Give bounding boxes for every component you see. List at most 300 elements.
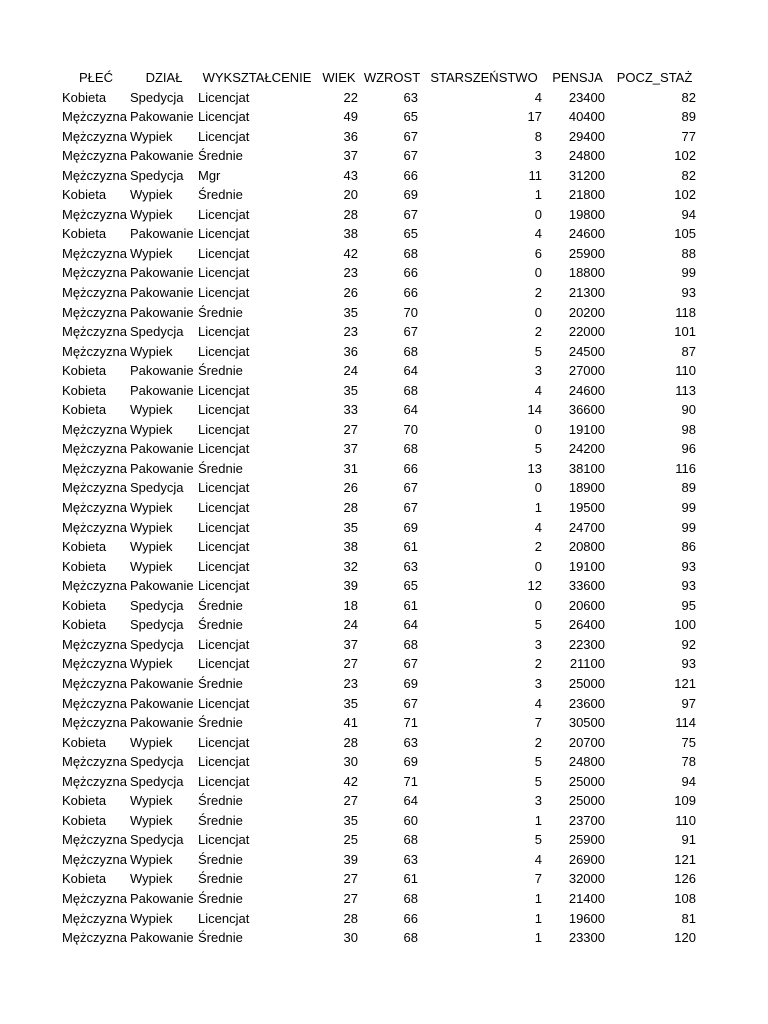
cell-pocz-staz: 99: [681, 265, 696, 281]
cell-plec: Mężczyzna: [62, 519, 128, 535]
cell-pocz-staz: 120: [674, 930, 696, 946]
cell-dzial: Pakowanie: [130, 304, 194, 320]
cell-plec: Mężczyzna: [62, 910, 128, 926]
header-starszenstwo: STARSZEŃSTWO: [430, 70, 538, 85]
cell-plec: Mężczyzna: [62, 636, 128, 652]
table-row: [62, 205, 700, 225]
cell-dzial: Pakowanie: [130, 890, 194, 906]
cell-pensja: 24600: [568, 382, 605, 398]
cell-wzrost: 61: [403, 597, 418, 613]
cell-wiek: 38: [343, 226, 358, 242]
cell-dzial: Wypiek: [130, 910, 173, 926]
table-row: [62, 283, 700, 303]
cell-pensja: 38100: [568, 460, 605, 476]
cell-dzial: Wypiek: [130, 734, 173, 750]
cell-wyksztalcenie: Licencjat: [198, 402, 250, 418]
cell-dzial: Wypiek: [130, 539, 173, 555]
cell-wyksztalcenie: Licencjat: [198, 480, 250, 496]
cell-pocz-staz: 110: [675, 812, 696, 828]
cell-starszenstwo: 11: [528, 167, 542, 183]
cell-wzrost: 64: [403, 793, 418, 809]
cell-wzrost: 67: [403, 656, 418, 672]
cell-wyksztalcenie: Średnie: [198, 793, 243, 809]
cell-plec: Kobieta: [62, 793, 107, 809]
cell-plec: Mężczyzna: [62, 265, 128, 281]
cell-pensja: 25000: [568, 773, 605, 789]
cell-pensja: 24500: [568, 343, 605, 359]
cell-wyksztalcenie: Średnie: [198, 851, 243, 867]
cell-pocz-staz: 75: [681, 734, 696, 750]
cell-pocz-staz: 82: [681, 89, 696, 105]
cell-dzial: Spedycja: [130, 617, 184, 633]
cell-plec: Mężczyzna: [62, 206, 128, 222]
cell-wiek: 27: [343, 890, 358, 906]
cell-wyksztalcenie: Licencjat: [198, 421, 250, 437]
table-row: [62, 674, 700, 694]
cell-wiek: 36: [343, 128, 358, 144]
cell-wiek: 30: [343, 930, 358, 946]
table-row: [62, 400, 700, 420]
cell-pocz-staz: 90: [681, 402, 696, 418]
cell-pensja: 18800: [568, 265, 605, 281]
cell-wyksztalcenie: Licencjat: [198, 695, 250, 711]
cell-wiek: 23: [343, 265, 358, 281]
cell-wiek: 24: [343, 617, 358, 633]
cell-wzrost: 68: [403, 636, 418, 652]
cell-pensja: 30500: [568, 715, 605, 731]
cell-wyksztalcenie: Licencjat: [198, 441, 250, 457]
cell-wzrost: 67: [403, 480, 418, 496]
cell-wyksztalcenie: Licencjat: [198, 382, 250, 398]
cell-pocz-staz: 88: [681, 245, 696, 261]
cell-starszenstwo: 12: [527, 578, 542, 594]
table-row: [62, 928, 700, 948]
cell-starszenstwo: 1: [534, 187, 542, 203]
table-row: [62, 654, 700, 674]
cell-wiek: 43: [343, 167, 358, 183]
cell-starszenstwo: 5: [534, 773, 542, 789]
cell-plec: Mężczyzna: [62, 460, 128, 476]
cell-wyksztalcenie: Licencjat: [198, 343, 250, 359]
cell-dzial: Spedycja: [130, 167, 184, 183]
cell-dzial: Pakowanie: [130, 695, 194, 711]
cell-starszenstwo: 1: [534, 930, 542, 946]
table-row: [62, 244, 700, 264]
cell-pensja: 19500: [568, 500, 605, 516]
cell-plec: Mężczyzna: [62, 109, 128, 125]
cell-wzrost: 66: [403, 910, 418, 926]
cell-dzial: Pakowanie: [130, 675, 194, 691]
cell-dzial: Pakowanie: [130, 265, 194, 281]
cell-pensja: 24800: [568, 754, 605, 770]
cell-wzrost: 69: [403, 675, 418, 691]
cell-wiek: 26: [343, 480, 358, 496]
table-row: [62, 909, 700, 929]
cell-pocz-staz: 114: [675, 715, 696, 731]
table-row: [62, 498, 700, 518]
cell-starszenstwo: 3: [534, 148, 542, 164]
table-row: [62, 791, 700, 811]
cell-wyksztalcenie: Średnie: [198, 617, 243, 633]
cell-pensja: 23700: [568, 812, 605, 828]
cell-wzrost: 69: [403, 519, 418, 535]
cell-wyksztalcenie: Licencjat: [198, 734, 250, 750]
cell-wzrost: 66: [403, 460, 418, 476]
cell-wiek: 20: [343, 187, 358, 203]
table-row: [62, 88, 700, 108]
cell-plec: Mężczyzna: [62, 343, 128, 359]
cell-wiek: 28: [343, 206, 358, 222]
cell-starszenstwo: 2: [534, 734, 542, 750]
cell-pocz-staz: 99: [681, 500, 696, 516]
cell-starszenstwo: 4: [534, 695, 542, 711]
cell-dzial: Spedycja: [130, 636, 184, 652]
cell-wyksztalcenie: Licencjat: [198, 109, 250, 125]
cell-pensja: 21100: [569, 656, 605, 672]
cell-dzial: Wypiek: [130, 206, 173, 222]
cell-wiek: 42: [343, 773, 358, 789]
cell-pensja: 21400: [568, 890, 605, 906]
cell-wzrost: 64: [403, 617, 418, 633]
cell-plec: Kobieta: [62, 871, 107, 887]
cell-dzial: Wypiek: [130, 812, 173, 828]
cell-pocz-staz: 87: [681, 343, 696, 359]
cell-pensja: 23400: [568, 89, 605, 105]
cell-wiek: 37: [343, 636, 358, 652]
cell-plec: Mężczyzna: [62, 656, 128, 672]
cell-wzrost: 67: [403, 148, 418, 164]
table-row: [62, 303, 700, 323]
table-row: [62, 439, 700, 459]
cell-dzial: Wypiek: [130, 851, 173, 867]
cell-wzrost: 61: [403, 871, 418, 887]
cell-wzrost: 63: [403, 851, 418, 867]
cell-plec: Kobieta: [62, 226, 107, 242]
cell-pocz-staz: 109: [674, 793, 696, 809]
cell-wyksztalcenie: Licencjat: [198, 245, 250, 261]
table-row: [62, 596, 700, 616]
header-pensja: PENSJA: [552, 70, 603, 85]
table-row: [62, 811, 700, 831]
cell-wzrost: 63: [403, 89, 418, 105]
cell-starszenstwo: 0: [534, 265, 542, 281]
employee-table: [62, 68, 700, 948]
cell-starszenstwo: 2: [534, 324, 542, 340]
cell-plec: Mężczyzna: [62, 890, 128, 906]
cell-wzrost: 68: [403, 832, 418, 848]
table-row: [62, 576, 700, 596]
cell-wiek: 27: [343, 793, 358, 809]
cell-pocz-staz: 94: [681, 206, 696, 222]
table-row: [62, 342, 700, 362]
cell-starszenstwo: 6: [534, 245, 542, 261]
cell-wzrost: 68: [403, 245, 418, 261]
cell-wiek: 38: [343, 539, 358, 555]
cell-wzrost: 63: [403, 558, 418, 574]
cell-wiek: 28: [343, 910, 358, 926]
cell-pocz-staz: 95: [681, 597, 696, 613]
cell-wyksztalcenie: Licencjat: [198, 128, 250, 144]
table-row: [62, 127, 700, 147]
cell-wiek: 28: [343, 734, 358, 750]
table-row: [62, 850, 700, 870]
cell-wzrost: 68: [403, 382, 418, 398]
cell-plec: Kobieta: [62, 539, 107, 555]
cell-dzial: Pakowanie: [130, 578, 194, 594]
cell-wzrost: 60: [403, 812, 418, 828]
cell-starszenstwo: 1: [534, 910, 542, 926]
cell-starszenstwo: 4: [534, 519, 542, 535]
cell-wyksztalcenie: Średnie: [198, 675, 243, 691]
cell-pocz-staz: 113: [675, 382, 696, 398]
cell-plec: Mężczyzna: [62, 773, 128, 789]
cell-wyksztalcenie: Licencjat: [198, 324, 250, 340]
cell-pensja: 24800: [568, 148, 605, 164]
table-body: [62, 88, 700, 948]
cell-plec: Mężczyzna: [62, 304, 128, 320]
cell-wzrost: 65: [403, 226, 418, 242]
cell-starszenstwo: 3: [534, 363, 542, 379]
cell-pocz-staz: 81: [681, 910, 696, 926]
cell-pocz-staz: 93: [681, 656, 696, 672]
table-row: [62, 772, 700, 792]
cell-starszenstwo: 0: [534, 558, 542, 574]
cell-dzial: Wypiek: [130, 500, 173, 516]
cell-plec: Kobieta: [62, 89, 107, 105]
cell-wzrost: 68: [403, 930, 418, 946]
cell-starszenstwo: 5: [534, 832, 542, 848]
cell-pocz-staz: 78: [681, 754, 696, 770]
cell-dzial: Pakowanie: [130, 148, 194, 164]
table-row: [62, 185, 700, 205]
cell-wiek: 32: [343, 558, 358, 574]
cell-pensja: 20800: [568, 539, 605, 555]
cell-wiek: 37: [343, 148, 358, 164]
cell-wzrost: 64: [403, 363, 418, 379]
cell-pocz-staz: 121: [674, 851, 696, 867]
cell-dzial: Spedycja: [130, 773, 184, 789]
cell-plec: Mężczyzna: [62, 167, 128, 183]
cell-wzrost: 64: [403, 402, 418, 418]
cell-wyksztalcenie: Licencjat: [198, 539, 250, 555]
header-wzrost: WZROST: [363, 70, 421, 85]
cell-wzrost: 68: [403, 441, 418, 457]
cell-pocz-staz: 108: [674, 890, 696, 906]
cell-dzial: Wypiek: [130, 128, 173, 144]
cell-wiek: 33: [343, 402, 358, 418]
cell-wzrost: 70: [403, 421, 418, 437]
cell-pocz-staz: 93: [681, 578, 696, 594]
cell-wzrost: 67: [403, 128, 418, 144]
cell-pocz-staz: 89: [681, 480, 696, 496]
cell-plec: Mężczyzna: [62, 832, 128, 848]
cell-plec: Kobieta: [62, 558, 107, 574]
cell-starszenstwo: 0: [534, 206, 542, 222]
cell-wiek: 18: [343, 597, 358, 613]
cell-pocz-staz: 101: [674, 324, 696, 340]
cell-wiek: 35: [343, 382, 358, 398]
cell-dzial: Wypiek: [130, 793, 173, 809]
cell-plec: Kobieta: [62, 812, 107, 828]
cell-wyksztalcenie: Licencjat: [198, 285, 250, 301]
cell-pocz-staz: 116: [675, 460, 696, 476]
cell-pensja: 22300: [568, 636, 605, 652]
cell-plec: Kobieta: [62, 402, 107, 418]
cell-wiek: 35: [343, 695, 358, 711]
cell-wiek: 35: [343, 812, 358, 828]
cell-plec: Kobieta: [62, 597, 107, 613]
cell-wyksztalcenie: Licencjat: [198, 519, 250, 535]
cell-pensja: 29400: [568, 128, 605, 144]
table-row: [62, 166, 700, 186]
table-row: [62, 518, 700, 538]
cell-dzial: Pakowanie: [130, 382, 194, 398]
header-dzial: DZIAŁ: [145, 70, 183, 85]
cell-pocz-staz: 82: [681, 167, 696, 183]
cell-pensja: 24700: [568, 519, 605, 535]
cell-dzial: Wypiek: [130, 421, 173, 437]
cell-wyksztalcenie: Średnie: [198, 715, 243, 731]
cell-pocz-staz: 93: [681, 285, 696, 301]
cell-dzial: Pakowanie: [130, 930, 194, 946]
header-plec: PŁEĆ: [79, 70, 113, 85]
header-wyksztalcenie: WYKSZTAŁCENIE: [202, 70, 312, 85]
cell-wzrost: 68: [403, 890, 418, 906]
cell-starszenstwo: 0: [534, 597, 542, 613]
cell-wzrost: 65: [403, 109, 418, 125]
table-row: [62, 830, 700, 850]
cell-pensja: 27000: [568, 363, 605, 379]
cell-wzrost: 66: [403, 285, 418, 301]
cell-pocz-staz: 97: [681, 695, 696, 711]
cell-wyksztalcenie: Licencjat: [198, 89, 250, 105]
cell-wzrost: 68: [403, 343, 418, 359]
cell-wiek: 30: [343, 754, 358, 770]
cell-pocz-staz: 96: [681, 441, 696, 457]
cell-wiek: 35: [343, 304, 358, 320]
cell-pocz-staz: 110: [675, 363, 696, 379]
cell-pensja: 21800: [568, 187, 605, 203]
cell-wyksztalcenie: Licencjat: [198, 773, 250, 789]
cell-wyksztalcenie: Licencjat: [198, 500, 250, 516]
cell-pensja: 32000: [568, 871, 605, 887]
cell-pensja: 19100: [568, 558, 605, 574]
cell-plec: Mężczyzna: [62, 675, 128, 691]
cell-wiek: 27: [343, 421, 358, 437]
cell-pensja: 33600: [568, 578, 605, 594]
cell-dzial: Wypiek: [130, 519, 173, 535]
cell-starszenstwo: 4: [534, 89, 542, 105]
cell-wyksztalcenie: Licencjat: [198, 910, 250, 926]
cell-wyksztalcenie: Licencjat: [198, 226, 250, 242]
cell-pocz-staz: 99: [681, 519, 696, 535]
cell-wiek: 37: [343, 441, 358, 457]
cell-wyksztalcenie: Średnie: [198, 187, 243, 203]
cell-wyksztalcenie: Licencjat: [198, 265, 250, 281]
cell-wiek: 27: [343, 871, 358, 887]
cell-starszenstwo: 1: [534, 812, 542, 828]
cell-pocz-staz: 105: [674, 226, 696, 242]
table-row: [62, 224, 700, 244]
cell-wyksztalcenie: Licencjat: [198, 832, 250, 848]
table-row: [62, 381, 700, 401]
cell-wiek: 36: [343, 343, 358, 359]
cell-wzrost: 61: [403, 539, 418, 555]
header-pocz-staz: POCZ_STAŻ: [616, 70, 693, 85]
cell-plec: Mężczyzna: [62, 480, 128, 496]
cell-wzrost: 67: [403, 500, 418, 516]
cell-plec: Mężczyzna: [62, 285, 128, 301]
cell-starszenstwo: 2: [534, 285, 542, 301]
table-row: [62, 694, 700, 714]
cell-dzial: Pakowanie: [130, 109, 194, 125]
cell-wzrost: 63: [403, 734, 418, 750]
cell-dzial: Pakowanie: [130, 441, 194, 457]
cell-wyksztalcenie: Średnie: [198, 460, 243, 476]
cell-starszenstwo: 4: [534, 382, 542, 398]
cell-starszenstwo: 1: [534, 890, 542, 906]
cell-pocz-staz: 102: [674, 187, 696, 203]
cell-pensja: 25000: [568, 793, 605, 809]
cell-starszenstwo: 8: [534, 128, 542, 144]
cell-plec: Mężczyzna: [62, 324, 128, 340]
cell-dzial: Wypiek: [130, 402, 173, 418]
cell-wyksztalcenie: Średnie: [198, 148, 243, 164]
cell-wzrost: 70: [403, 304, 418, 320]
cell-starszenstwo: 4: [534, 226, 542, 242]
cell-wiek: 23: [343, 324, 358, 340]
cell-pensja: 19100: [568, 421, 605, 437]
table-row: [62, 557, 700, 577]
cell-wzrost: 71: [403, 715, 418, 731]
cell-starszenstwo: 0: [534, 304, 542, 320]
cell-plec: Kobieta: [62, 363, 107, 379]
cell-pensja: 19600: [568, 910, 605, 926]
cell-wyksztalcenie: Licencjat: [198, 206, 250, 222]
cell-starszenstwo: 3: [534, 793, 542, 809]
table-row: [62, 478, 700, 498]
cell-dzial: Wypiek: [130, 343, 173, 359]
cell-starszenstwo: 5: [534, 754, 542, 770]
cell-wyksztalcenie: Licencjat: [198, 656, 250, 672]
cell-pensja: 21300: [568, 285, 605, 301]
table-row: [62, 713, 700, 733]
table-row: [62, 107, 700, 127]
cell-plec: Kobieta: [62, 617, 107, 633]
cell-dzial: Wypiek: [130, 245, 173, 261]
cell-plec: Mężczyzna: [62, 695, 128, 711]
cell-wzrost: 67: [403, 206, 418, 222]
cell-starszenstwo: 4: [534, 851, 542, 867]
cell-pocz-staz: 86: [681, 539, 696, 555]
cell-pocz-staz: 126: [674, 871, 696, 887]
cell-dzial: Pakowanie: [130, 460, 194, 476]
cell-wiek: 27: [343, 656, 358, 672]
cell-plec: Mężczyzna: [62, 851, 128, 867]
cell-pocz-staz: 102: [674, 148, 696, 164]
cell-dzial: Pakowanie: [130, 285, 194, 301]
cell-wiek: 22: [343, 89, 358, 105]
table-row: [62, 537, 700, 557]
cell-plec: Mężczyzna: [62, 148, 128, 164]
table-row: [62, 635, 700, 655]
cell-wyksztalcenie: Licencjat: [198, 754, 250, 770]
cell-starszenstwo: 5: [534, 343, 542, 359]
cell-starszenstwo: 0: [534, 480, 542, 496]
cell-pensja: 20700: [568, 734, 605, 750]
cell-wzrost: 69: [403, 187, 418, 203]
cell-starszenstwo: 3: [534, 636, 542, 652]
